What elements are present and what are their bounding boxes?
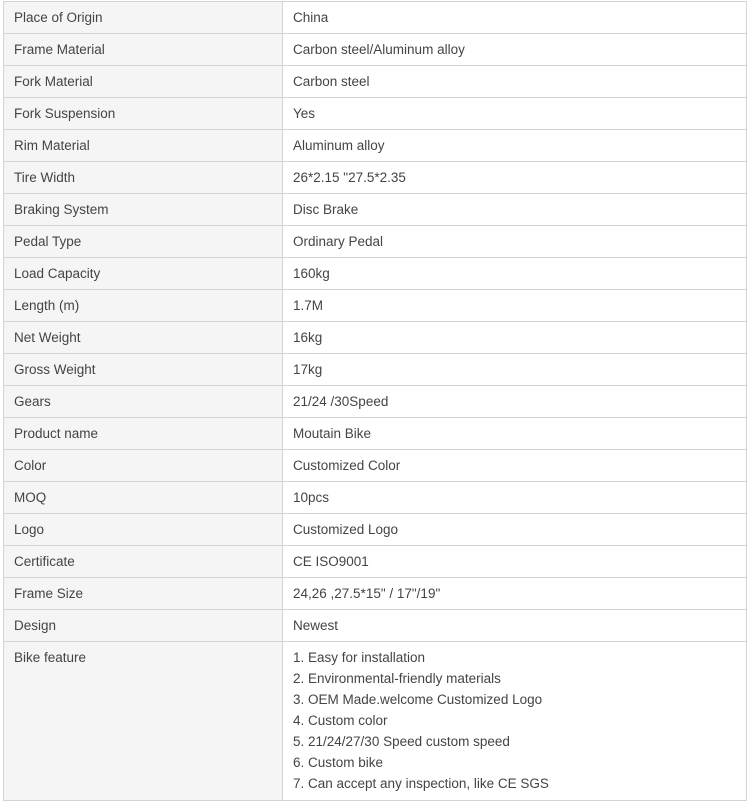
spec-table-body [4, 2, 747, 801]
spec-label: Logo [4, 514, 283, 546]
spec-value: Disc Brake [283, 194, 747, 226]
spec-value: Customized Color [283, 450, 747, 482]
spec-label: MOQ [4, 482, 283, 514]
spec-label: Braking System [4, 194, 283, 226]
spec-value: Carbon steel/Aluminum alloy [283, 34, 747, 66]
spec-label: Pedal Type [4, 226, 283, 258]
spec-label: Design [4, 610, 283, 642]
spec-label: Rim Material [4, 130, 283, 162]
spec-label: Length (m) [4, 290, 283, 322]
spec-row [4, 514, 747, 546]
spec-row [4, 578, 747, 610]
feature-item: 2. Environmental-friendly materials [293, 671, 501, 686]
spec-row [4, 194, 747, 226]
spec-label: Gears [4, 386, 283, 418]
spec-value: 16kg [283, 322, 747, 354]
spec-value: Customized Logo [283, 514, 747, 546]
spec-row [4, 258, 747, 290]
spec-label: Bike feature [4, 642, 283, 801]
spec-label: Load Capacity [4, 258, 283, 290]
feature-item: 6. Custom bike [293, 755, 384, 770]
spec-label: Product name [4, 418, 283, 450]
bike-feature-list [293, 647, 736, 794]
spec-row-bike-feature [4, 642, 747, 801]
spec-value: 26*2.15 "27.5*2.35 [283, 162, 747, 194]
spec-value: CE ISO9001 [283, 546, 747, 578]
spec-label: Fork Suspension [4, 98, 283, 130]
feature-item: 5. 21/24/27/30 Speed custom speed [293, 734, 510, 749]
feature-item: 7. Can accept any inspection, like CE SGS [293, 776, 549, 791]
spec-row [4, 354, 747, 386]
spec-label: Net Weight [4, 322, 283, 354]
feature-item: 4. Custom color [293, 713, 388, 728]
spec-row [4, 162, 747, 194]
spec-value: Yes [283, 98, 747, 130]
spec-row [4, 610, 747, 642]
spec-label: Gross Weight [4, 354, 283, 386]
spec-value [283, 642, 747, 801]
spec-row [4, 34, 747, 66]
spec-value: China [283, 2, 747, 34]
spec-row [4, 290, 747, 322]
spec-row [4, 322, 747, 354]
spec-row [4, 66, 747, 98]
spec-value: 10pcs [283, 482, 747, 514]
spec-value: Moutain Bike [283, 418, 747, 450]
product-spec-table [3, 1, 747, 801]
spec-value: 1.7M [283, 290, 747, 322]
spec-value: 21/24 /30Speed [283, 386, 747, 418]
spec-label: Place of Origin [4, 2, 283, 34]
spec-row [4, 2, 747, 34]
spec-row [4, 226, 747, 258]
feature-item: 1. Easy for installation [293, 650, 426, 665]
spec-value: 24,26 ,27.5*15" / 17"/19" [283, 578, 747, 610]
spec-label: Frame Material [4, 34, 283, 66]
feature-item: 3. OEM Made.welcome Customized Logo [293, 692, 543, 707]
spec-row [4, 386, 747, 418]
spec-value: Ordinary Pedal [283, 226, 747, 258]
spec-row [4, 418, 747, 450]
spec-label: Fork Material [4, 66, 283, 98]
spec-row [4, 98, 747, 130]
spec-value: Newest [283, 610, 747, 642]
spec-row [4, 482, 747, 514]
spec-label: Color [4, 450, 283, 482]
spec-row [4, 546, 747, 578]
spec-value: 17kg [283, 354, 747, 386]
spec-value: 160kg [283, 258, 747, 290]
spec-value: Carbon steel [283, 66, 747, 98]
spec-label: Certificate [4, 546, 283, 578]
spec-row [4, 130, 747, 162]
spec-label: Tire Width [4, 162, 283, 194]
spec-value: Aluminum alloy [283, 130, 747, 162]
spec-label: Frame Size [4, 578, 283, 610]
spec-row [4, 450, 747, 482]
